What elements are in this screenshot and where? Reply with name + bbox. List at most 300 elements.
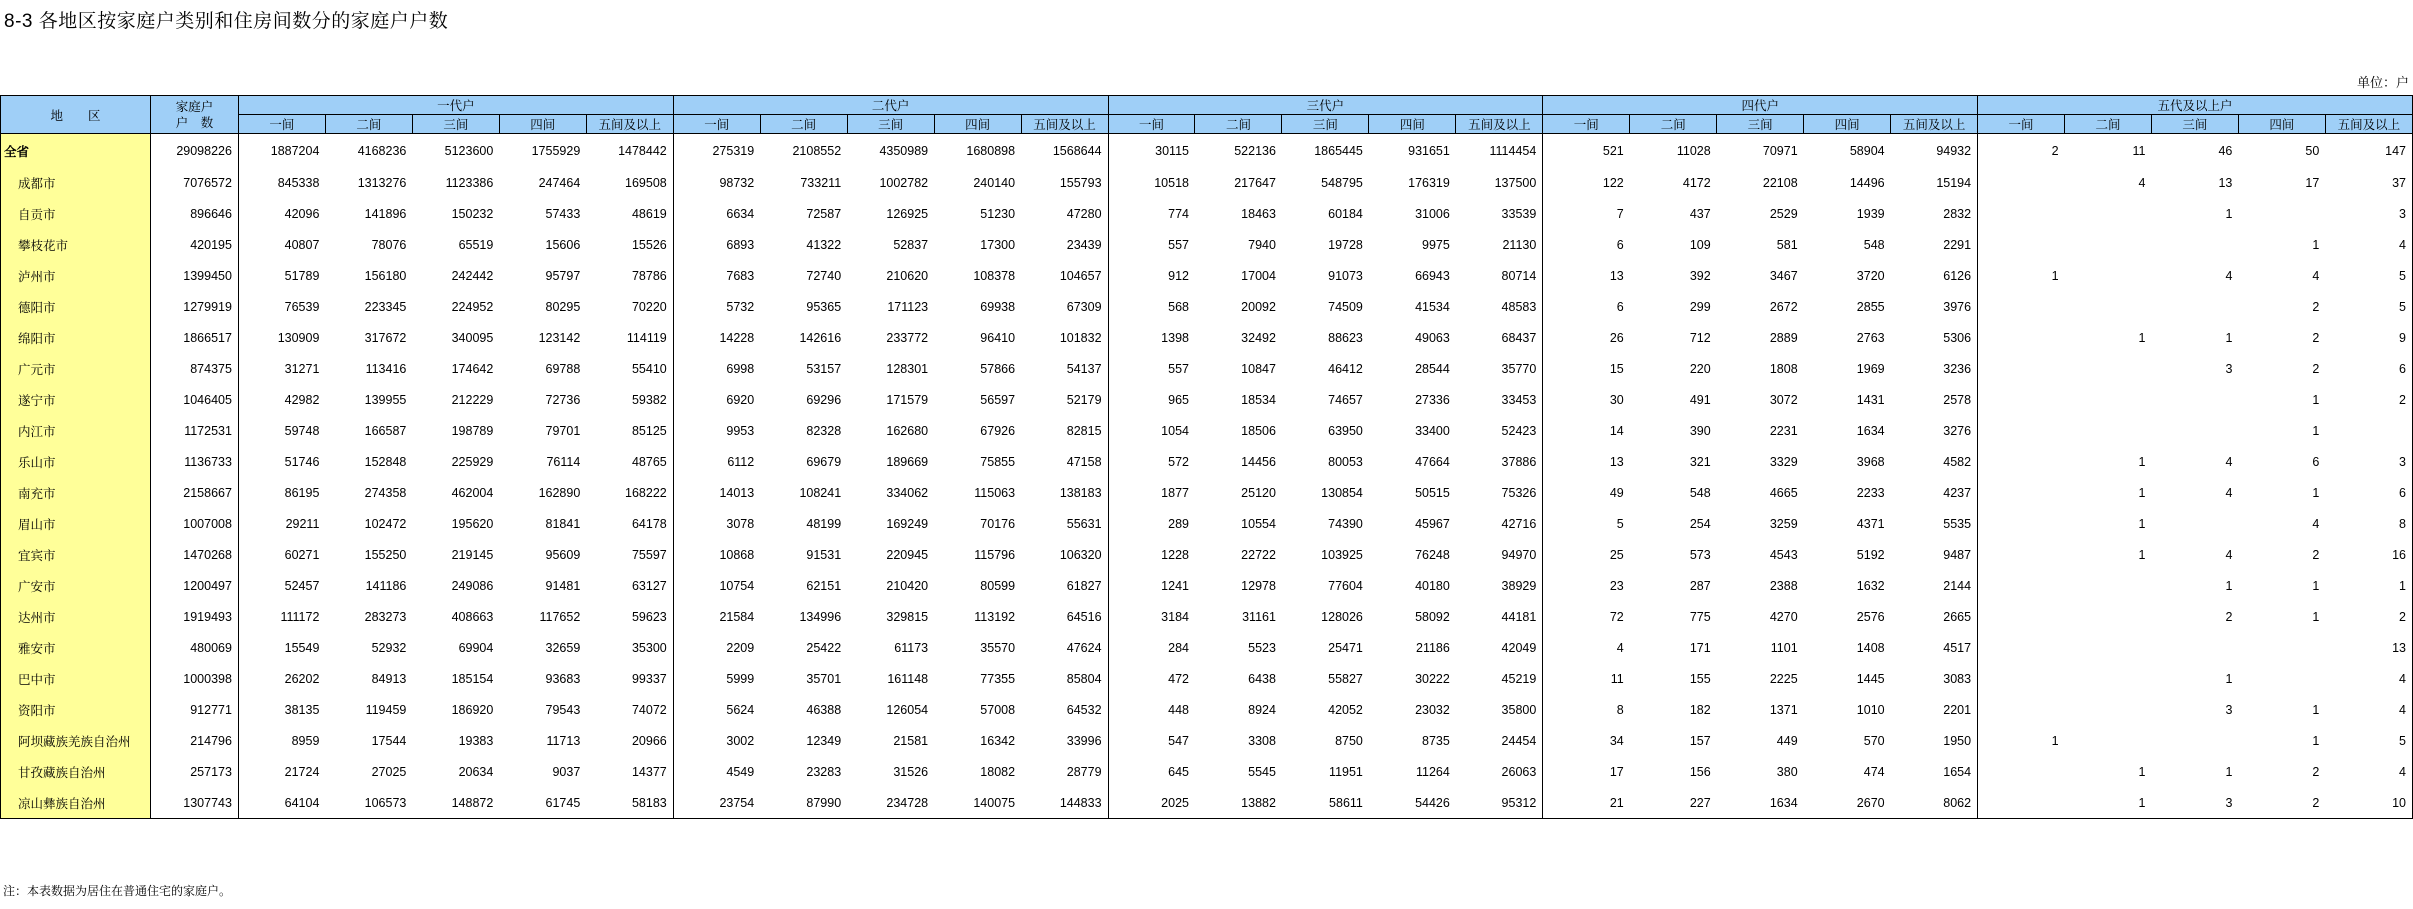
value-cell: 106573 (325, 787, 412, 819)
value-cell (1978, 787, 2065, 819)
value-cell: 52837 (893, 237, 929, 252)
table-row (1, 787, 2413, 819)
value-cell: 186920 (451, 702, 494, 717)
value-cell: 10847 (1241, 361, 1276, 376)
value-cell (2151, 384, 2238, 415)
value-cell: 11264 (1416, 764, 1450, 779)
value-cell: 210420 (886, 578, 929, 593)
value-cell (2151, 291, 2238, 322)
region-name: 全省 (1, 134, 151, 168)
region-name: 绵阳市 (1, 322, 151, 353)
value-cell: 1950 (1891, 725, 1978, 756)
value-cell: 1654 (1891, 756, 1978, 787)
value-cell: 95365 (806, 299, 842, 314)
value-cell: 9953 (726, 423, 755, 438)
value-cell: 147 (2325, 134, 2412, 168)
value-cell: 33453 (1456, 384, 1543, 415)
value-cell: 6920 (726, 392, 755, 407)
region-name: 宜宾市 (1, 539, 151, 570)
region-name: 广安市 (1, 570, 151, 601)
value-cell: 58904 (1849, 143, 1885, 158)
value-cell: 95609 (545, 547, 581, 562)
group-header-5: 五代及以上户 (1978, 96, 2413, 115)
value-cell: 78076 (371, 237, 407, 252)
value-cell: 37 (2325, 167, 2412, 198)
value-cell: 122 (1602, 175, 1624, 190)
value-cell: 548 (1689, 485, 1711, 500)
value-cell: 46388 (806, 702, 842, 717)
value-cell: 1808 (1769, 361, 1798, 376)
value-cell: 1 (2312, 485, 2320, 500)
value-cell: 76114 (546, 454, 581, 469)
value-cell: 51746 (284, 454, 320, 469)
value-cell: 128026 (1321, 609, 1363, 624)
value-cell: 108241 (799, 485, 842, 500)
value-cell: 5 (2325, 291, 2412, 322)
value-cell: 645 (1168, 764, 1189, 779)
value-cell: 15606 (545, 237, 581, 252)
value-cell: 26202 (284, 671, 320, 686)
value-cell: 47624 (1021, 632, 1108, 663)
value-cell: 70971 (1762, 143, 1798, 158)
room-header: 四间 (1369, 115, 1456, 134)
value-cell: 60271 (284, 547, 320, 562)
total-cell: 1136733 (150, 446, 238, 477)
value-cell: 55827 (1328, 671, 1363, 686)
value-cell: 6 (1616, 237, 1624, 252)
value-cell: 4350989 (879, 143, 929, 158)
value-cell: 113192 (974, 609, 1016, 624)
room-header: 三间 (1717, 115, 1804, 134)
value-cell: 77355 (980, 671, 1016, 686)
value-cell: 74509 (1328, 299, 1363, 314)
value-cell: 712 (1689, 330, 1711, 345)
value-cell: 4582 (1891, 446, 1978, 477)
value-cell (1978, 694, 2065, 725)
value-cell: 130909 (277, 330, 320, 345)
value-cell: 13 (1609, 454, 1624, 469)
value-cell: 581 (1776, 237, 1798, 252)
value-cell: 380 (1776, 764, 1798, 779)
value-cell: 254 (1689, 516, 1711, 531)
value-cell: 1002782 (879, 175, 929, 190)
value-cell: 30115 (1155, 143, 1189, 158)
value-cell: 2672 (1769, 299, 1798, 314)
value-cell: 142616 (799, 330, 842, 345)
value-cell: 1 (2138, 764, 2146, 779)
value-cell: 287 (1689, 578, 1711, 593)
room-header: 二间 (2065, 115, 2152, 134)
value-cell: 20634 (458, 764, 494, 779)
value-cell: 33996 (1021, 725, 1108, 756)
value-cell: 775 (1689, 609, 1711, 624)
value-cell: 220945 (886, 547, 929, 562)
value-cell: 14456 (1241, 454, 1276, 469)
value-cell: 572 (1168, 454, 1189, 469)
value-cell: 1478442 (586, 134, 673, 168)
value-cell: 64516 (1021, 601, 1108, 632)
total-cell: 214796 (150, 725, 238, 756)
value-cell: 169508 (586, 167, 673, 198)
value-cell: 156 (1689, 764, 1711, 779)
room-header: 四间 (1804, 115, 1891, 134)
value-cell: 171123 (887, 299, 929, 314)
value-cell: 3968 (1856, 454, 1885, 469)
value-cell: 3329 (1769, 454, 1798, 469)
total-cell: 1007008 (150, 508, 238, 539)
value-cell: 41322 (806, 237, 842, 252)
value-cell: 931651 (1408, 143, 1450, 158)
value-cell: 66943 (1415, 268, 1450, 283)
value-cell: 189669 (886, 454, 929, 469)
value-cell: 88623 (1328, 330, 1363, 345)
value-cell: 6 (1616, 299, 1624, 314)
value-cell: 845338 (277, 175, 320, 190)
value-cell: 15549 (284, 640, 320, 655)
value-cell: 141896 (364, 206, 407, 221)
value-cell: 3 (2225, 361, 2233, 376)
value-cell: 32492 (1241, 330, 1276, 345)
value-cell: 72 (1609, 609, 1624, 624)
table-row (1, 415, 2413, 446)
value-cell: 86195 (284, 485, 320, 500)
total-households-header (150, 96, 238, 134)
value-cell: 161148 (887, 671, 929, 686)
value-cell: 4168236 (357, 143, 407, 158)
value-cell: 1877 (1161, 485, 1189, 500)
value-cell: 82815 (1021, 415, 1108, 446)
value-cell: 48619 (586, 198, 673, 229)
value-cell: 130854 (1321, 485, 1363, 500)
value-cell: 3 (2151, 787, 2238, 819)
value-cell: 74072 (586, 694, 673, 725)
value-cell: 5192 (1856, 547, 1885, 562)
total-cell: 2158667 (150, 477, 238, 508)
value-cell: 91531 (806, 547, 842, 562)
value-cell: 2201 (1891, 694, 1978, 725)
value-cell: 64532 (1021, 694, 1108, 725)
value-cell: 54426 (1369, 787, 1456, 819)
value-cell: 547 (1168, 733, 1189, 748)
value-cell: 1 (2138, 454, 2146, 469)
value-cell (1978, 477, 2065, 508)
group-header-2: 二代户 (673, 96, 1108, 115)
value-cell: 2144 (1891, 570, 1978, 601)
value-cell: 176319 (1408, 175, 1450, 190)
value-cell: 557 (1168, 361, 1189, 376)
value-cell: 198789 (451, 423, 494, 438)
total-cell: 1399450 (150, 260, 238, 291)
value-cell: 1313276 (357, 175, 407, 190)
total-cell: 1307743 (150, 787, 238, 819)
region-name: 内江市 (1, 415, 151, 446)
room-header: 四间 (934, 115, 1021, 134)
value-cell: 11 (1610, 671, 1624, 686)
value-cell: 491 (1689, 392, 1711, 407)
group-header-1: 一代户 (238, 96, 673, 115)
value-cell: 31271 (284, 361, 320, 376)
value-cell: 334062 (886, 485, 929, 500)
value-cell: 3 (2225, 702, 2233, 717)
value-cell: 1 (2312, 733, 2320, 748)
value-cell: 4371 (1856, 516, 1885, 531)
region-name: 阿坝藏族羌族自治州 (1, 725, 151, 756)
value-cell: 42049 (1456, 632, 1543, 663)
value-cell: 17 (2305, 175, 2320, 190)
value-cell: 4543 (1769, 547, 1798, 562)
value-cell: 85125 (586, 415, 673, 446)
value-cell: 521 (1602, 143, 1624, 158)
value-cell: 79701 (545, 423, 581, 438)
value-cell: 169249 (886, 516, 929, 531)
value-cell: 1568644 (1021, 134, 1108, 168)
value-cell: 30222 (1415, 671, 1450, 686)
value-cell: 247464 (538, 175, 581, 190)
table-row (1, 198, 2413, 229)
value-cell: 6893 (726, 237, 755, 252)
value-cell: 23283 (806, 764, 842, 779)
value-cell: 15194 (1891, 167, 1978, 198)
value-cell: 67926 (980, 423, 1016, 438)
value-cell: 58183 (586, 787, 673, 819)
value-cell: 54137 (1021, 353, 1108, 384)
value-cell: 128301 (886, 361, 929, 376)
value-cell (2238, 663, 2325, 694)
value-cell: 5123600 (444, 143, 494, 158)
value-cell: 134996 (799, 609, 842, 624)
value-cell: 1887204 (270, 143, 320, 158)
value-cell: 52457 (284, 578, 320, 593)
value-cell: 448 (1168, 702, 1189, 717)
total-cell: 896646 (150, 198, 238, 229)
value-cell: 144833 (1021, 787, 1108, 819)
value-cell: 123142 (538, 330, 581, 345)
value-cell: 12349 (806, 733, 842, 748)
room-header: 一间 (673, 115, 760, 134)
value-cell: 96410 (980, 330, 1016, 345)
value-cell: 35770 (1456, 353, 1543, 384)
value-cell: 10754 (719, 578, 755, 593)
value-cell: 3 (2325, 446, 2412, 477)
value-cell: 329815 (886, 609, 929, 624)
value-cell: 3259 (1769, 516, 1798, 531)
value-cell: 21724 (284, 764, 320, 779)
value-cell: 70220 (586, 291, 673, 322)
value-cell: 25120 (1241, 485, 1276, 500)
total-cell: 1200497 (150, 570, 238, 601)
value-cell (2238, 632, 2325, 663)
value-cell: 6 (2325, 477, 2412, 508)
value-cell: 156180 (364, 268, 407, 283)
value-cell: 13 (1609, 268, 1624, 283)
value-cell: 59623 (586, 601, 673, 632)
value-cell: 60184 (1328, 206, 1363, 221)
value-cell: 13 (2218, 175, 2233, 190)
total-cell: 1866517 (150, 322, 238, 353)
value-cell: 98732 (719, 175, 755, 190)
total-cell: 1919493 (150, 601, 238, 632)
table-row (1, 291, 2413, 322)
value-cell: 1241 (1161, 578, 1189, 593)
value-cell: 2 (2312, 547, 2320, 562)
total-cell: 480069 (150, 632, 238, 663)
value-cell: 6 (2312, 454, 2320, 469)
value-cell: 7 (1616, 206, 1624, 221)
value-cell: 103925 (1321, 547, 1363, 562)
room-header: 五间及以上 (2325, 115, 2412, 134)
value-cell: 22722 (1241, 547, 1276, 562)
value-cell: 8959 (291, 733, 320, 748)
value-cell: 10 (2325, 787, 2412, 819)
value-cell: 1 (2312, 392, 2320, 407)
value-cell: 4 (2138, 175, 2146, 190)
value-cell: 46 (2218, 143, 2233, 158)
value-cell: 48583 (1456, 291, 1543, 322)
value-cell: 27336 (1415, 392, 1450, 407)
value-cell: 1 (2138, 330, 2146, 345)
value-cell: 141186 (365, 578, 407, 593)
value-cell: 93683 (545, 671, 581, 686)
value-cell (2065, 694, 2152, 725)
value-cell: 3720 (1856, 268, 1885, 283)
value-cell: 6998 (726, 361, 755, 376)
value-cell: 56597 (980, 392, 1016, 407)
value-cell: 139955 (364, 392, 407, 407)
value-cell (2065, 570, 2152, 601)
value-cell: 61173 (894, 640, 929, 655)
value-cell: 55410 (586, 353, 673, 384)
value-cell: 210620 (886, 268, 929, 283)
value-cell: 7940 (1248, 237, 1276, 252)
room-header: 一间 (1978, 115, 2065, 134)
value-cell: 117652 (539, 609, 581, 624)
value-cell: 570 (1863, 733, 1885, 748)
value-cell: 5 (2325, 725, 2412, 756)
value-cell: 3976 (1891, 291, 1978, 322)
value-cell: 126925 (886, 206, 929, 221)
value-cell: 21584 (719, 609, 755, 624)
value-cell: 111172 (280, 609, 320, 624)
value-cell: 10868 (719, 547, 755, 562)
value-cell: 80599 (980, 578, 1016, 593)
value-cell: 8062 (1891, 787, 1978, 819)
value-cell (2325, 415, 2412, 446)
value-cell: 50515 (1415, 485, 1450, 500)
value-cell: 1 (2225, 671, 2233, 686)
value-cell: 62151 (806, 578, 842, 593)
value-cell: 155 (1689, 671, 1711, 686)
table-row (1, 134, 2413, 168)
value-cell: 1 (2225, 330, 2233, 345)
value-cell: 6634 (726, 206, 755, 221)
value-cell: 137500 (1456, 167, 1543, 198)
value-cell (2151, 725, 2238, 756)
value-cell: 2 (2325, 384, 2412, 415)
room-header: 五间及以上 (1456, 115, 1543, 134)
value-cell: 174642 (451, 361, 494, 376)
region-name: 甘孜藏族自治州 (1, 756, 151, 787)
value-cell: 283273 (364, 609, 407, 624)
value-cell: 10518 (1154, 175, 1189, 190)
value-cell: 289 (1168, 516, 1189, 531)
value-cell: 1755929 (531, 143, 581, 158)
value-cell: 58092 (1415, 609, 1450, 624)
value-cell: 3184 (1161, 609, 1189, 624)
value-cell: 35800 (1456, 694, 1543, 725)
value-cell: 5 (2325, 260, 2412, 291)
value-cell: 462004 (451, 485, 494, 500)
room-header: 二间 (760, 115, 847, 134)
value-cell: 18082 (980, 764, 1016, 779)
value-cell: 3078 (726, 516, 755, 531)
value-cell: 1680898 (966, 143, 1016, 158)
value-cell: 912 (1168, 268, 1189, 283)
region-name: 凉山彝族自治州 (1, 787, 151, 819)
value-cell: 195620 (451, 516, 494, 531)
value-cell: 11951 (1329, 764, 1363, 779)
value-cell: 284 (1168, 640, 1189, 655)
value-cell: 4 (1616, 640, 1624, 655)
value-cell: 522136 (1234, 143, 1276, 158)
value-cell: 9 (2325, 322, 2412, 353)
value-cell: 24454 (1456, 725, 1543, 756)
value-cell: 49063 (1415, 330, 1450, 345)
value-cell: 25422 (806, 640, 842, 655)
value-cell: 78786 (586, 260, 673, 291)
value-cell: 223345 (364, 299, 407, 314)
value-cell: 126054 (886, 702, 929, 717)
value-cell: 1 (2325, 570, 2412, 601)
value-cell: 1 (2138, 516, 2146, 531)
region-name: 泸州市 (1, 260, 151, 291)
value-cell: 72736 (545, 392, 581, 407)
value-cell: 3002 (726, 733, 755, 748)
room-header: 四间 (2238, 115, 2325, 134)
value-cell: 2291 (1891, 229, 1978, 260)
value-cell: 168222 (586, 477, 673, 508)
table-row (1, 570, 2413, 601)
value-cell: 472 (1168, 671, 1189, 686)
value-cell: 15526 (586, 229, 673, 260)
total-cell: 1046405 (150, 384, 238, 415)
value-cell (1978, 322, 2065, 353)
value-cell: 155250 (364, 547, 407, 562)
value-cell: 34 (1609, 733, 1624, 748)
value-cell: 14496 (1849, 175, 1885, 190)
value-cell: 2388 (1769, 578, 1798, 593)
value-cell (2065, 229, 2152, 260)
total-cell: 29098226 (150, 134, 238, 168)
value-cell: 5306 (1891, 322, 1978, 353)
value-cell: 94932 (1891, 134, 1978, 168)
value-cell: 31161 (1242, 609, 1276, 624)
value-cell: 21130 (1456, 229, 1543, 260)
table-row (1, 632, 2413, 663)
value-cell: 242442 (451, 268, 494, 283)
value-cell: 87990 (760, 787, 847, 819)
value-cell: 9037 (552, 764, 581, 779)
region-name: 达州市 (1, 601, 151, 632)
value-cell: 49 (1609, 485, 1624, 500)
region-name: 德阳市 (1, 291, 151, 322)
value-cell (2151, 415, 2238, 446)
value-cell: 2670 (1804, 787, 1891, 819)
table-row (1, 725, 2413, 756)
value-cell: 274358 (364, 485, 407, 500)
value-cell: 68437 (1456, 322, 1543, 353)
value-cell: 64104 (238, 787, 325, 819)
value-cell: 2889 (1769, 330, 1798, 345)
